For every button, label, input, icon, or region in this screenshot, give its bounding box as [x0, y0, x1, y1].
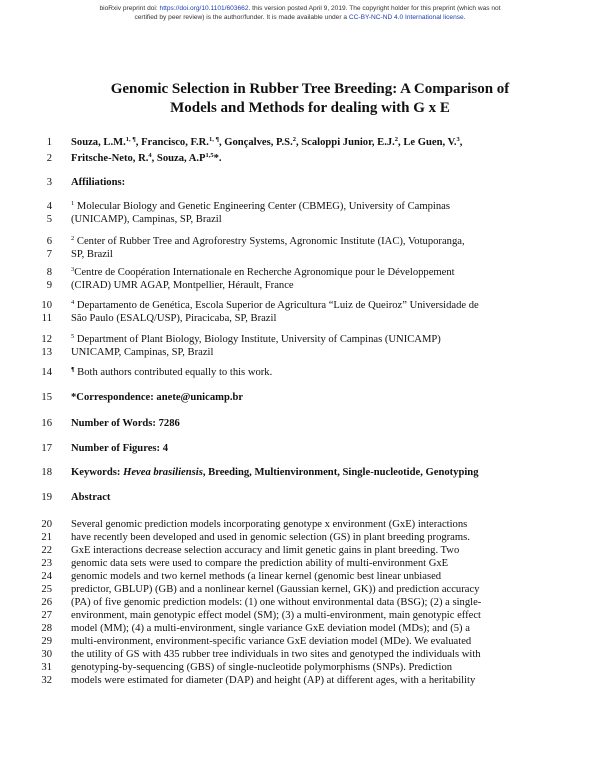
line-number: 27: [41, 610, 52, 621]
line-number: 2: [46, 153, 52, 164]
abstract-line: the utility of GS with 435 rubber tree individuals in two sites and genotyped the individuals with: [71, 649, 481, 660]
abstract-line: environment, main genotypic effect model (SM); (3) a multi-environment, main genotypic effect: [71, 610, 481, 621]
abstract-line: predictor, GBLUP) (GB) and a nonlinear kernel (Gaussian kernel, GK)) and prediction accuracy: [71, 584, 480, 595]
line-number: 22: [41, 545, 52, 556]
abstract-line: GxE interactions decrease selection accuracy and limit genetic gains in plant breeding. Two: [71, 545, 460, 556]
abstract-line: model (MM); (4) a multi-environment, single variance GxE deviation model (MDs); and (5) a: [71, 623, 470, 634]
authors-line-1: Souza, L.M.$^{1, \P}$, Francisco, F.R.$^{1, \P}$, Gonçalves, P.S.$^2$, Scaloppi Junior, E.J.$^2$, Le Guen, V.$^3$,: [71, 136, 463, 148]
line-number: 7: [46, 249, 52, 260]
keywords: Keywords: Hevea brasiliensis, Breeding, Multienvironment, Single-nucleotide, Genotyping: [71, 467, 479, 478]
doi-link[interactable]: https://doi.org/10.1101/603662: [159, 5, 249, 12]
line-number: 8: [46, 267, 52, 278]
line-number: 24: [41, 571, 52, 582]
line-number: 23: [41, 558, 52, 569]
affiliation-3-cont: (CIRAD) UMR AGAP, Montpellier, Hérault, France: [71, 280, 294, 291]
affiliation-3: $^3$Centre de Coopération Internationale en Recherche Agronomique pour le Développement: [71, 266, 455, 278]
line-number: 30: [41, 649, 52, 660]
abstract-line: (PA) of five genomic prediction models: (1) one without environmental data (BSG); (2) a single-: [71, 597, 482, 608]
header-line-2: certified by peer review) is the author/funder. It is made available under a CC-BY-NC-ND 4.0 International license.: [134, 14, 466, 21]
abstract-heading: Abstract: [71, 492, 111, 503]
abstract-line: genomic data sets were used to compare the prediction ability of multi-environment GxE: [71, 558, 449, 569]
line-number: 4: [46, 201, 52, 212]
affiliation-2: $^2$ Center of Rubber Tree and Agroforestry Systems, Agronomic Institute (IAC), Votuporanga,: [71, 235, 465, 247]
abstract-line: have recently been developed and used in genomic selection (GS) in plant breeding programs.: [71, 532, 470, 543]
figure-count: Number of Figures: 4: [71, 443, 169, 454]
correspondence: *Correspondence: anete@unicamp.br: [71, 392, 244, 403]
line-number: 12: [41, 334, 52, 345]
line-number: 29: [41, 636, 52, 647]
line-number: 10: [41, 300, 52, 311]
affiliation-1: $^1$ Molecular Biology and Genetic Engineering Center (CBMEG), University of Campinas: [71, 200, 450, 212]
line-number: 13: [41, 347, 52, 358]
line-number: 16: [41, 418, 52, 429]
line-number: 11: [41, 313, 52, 324]
line-number: 3: [46, 177, 52, 188]
affiliations-heading: Affiliations:: [71, 177, 126, 188]
line-number: 32: [41, 675, 52, 686]
affiliation-5-cont: UNICAMP, Campinas, SP, Brazil: [71, 347, 214, 358]
line-number: 25: [41, 584, 52, 595]
line-number: 18: [41, 467, 52, 478]
line-number: 20: [41, 519, 52, 530]
abstract-line: genotyping-by-sequencing (GBS) of single-nucleotide polymorphisms (SNPs). Prediction: [71, 662, 453, 673]
line-number: 31: [41, 662, 52, 673]
paper-title: Genomic Selection in Rubber Tree Breeding: A Comparison of Models and Methods for dealing with G x E: [110, 81, 510, 116]
line-number: 17: [41, 443, 52, 454]
word-count: Number of Words: 7286: [71, 418, 180, 429]
equal-contribution-note: ¶ Both authors contributed equally to this work.: [71, 366, 273, 378]
abstract-line: models were estimated for diameter (DAP) and height (AP) at different ages, with a heritability: [71, 675, 476, 686]
line-number: 21: [41, 532, 52, 543]
affiliation-4: $^4$ Departamento de Genética, Escola Superior de Agricultura “Luiz de Queiroz” Universidade de: [71, 299, 479, 311]
authors-line-2: Fritsche-Neto, R.$^4$, Souza, $A.P^{1,5}*$.: [71, 152, 222, 164]
preprint-header: [0, 4, 600, 22]
line-number: 6: [46, 236, 52, 247]
abstract-line: Several genomic prediction models incorporating genotype x environment (GxE) interactions: [71, 519, 468, 530]
affiliation-5: $^5$ Department of Plant Biology, Biology Institute, University of Campinas (UNICAMP): [71, 333, 441, 345]
line-number: 26: [41, 597, 52, 608]
line-number: 5: [46, 214, 52, 225]
affiliation-2-cont: SP, Brazil: [71, 249, 113, 260]
header-line-1: bioRxiv preprint doi: https://doi.org/10.1101/603662. this version posted April 9, 2019. The copyright holder for this preprint (which was not: [99, 5, 501, 12]
line-number: 9: [46, 280, 52, 291]
line-number: 19: [41, 492, 52, 503]
abstract-line: multi-environment, environment-specific variance GxE deviation model (MDe). We evaluated: [71, 636, 472, 647]
line-number: 28: [41, 623, 52, 634]
abstract-line: genomic models and two kernel methods (a linear kernel (genomic best linear unbiased: [71, 571, 442, 582]
license-link[interactable]: CC-BY-NC-ND 4.0 International license: [348, 14, 464, 21]
line-number: 15: [41, 392, 52, 403]
affiliation-1-cont: (UNICAMP), Campinas, SP, Brazil: [71, 214, 222, 225]
line-number: 14: [41, 367, 52, 378]
affiliation-4-cont: São Paulo (ESALQ/USP), Piracicaba, SP, Brazil: [71, 313, 277, 324]
line-number: 1: [46, 137, 52, 148]
